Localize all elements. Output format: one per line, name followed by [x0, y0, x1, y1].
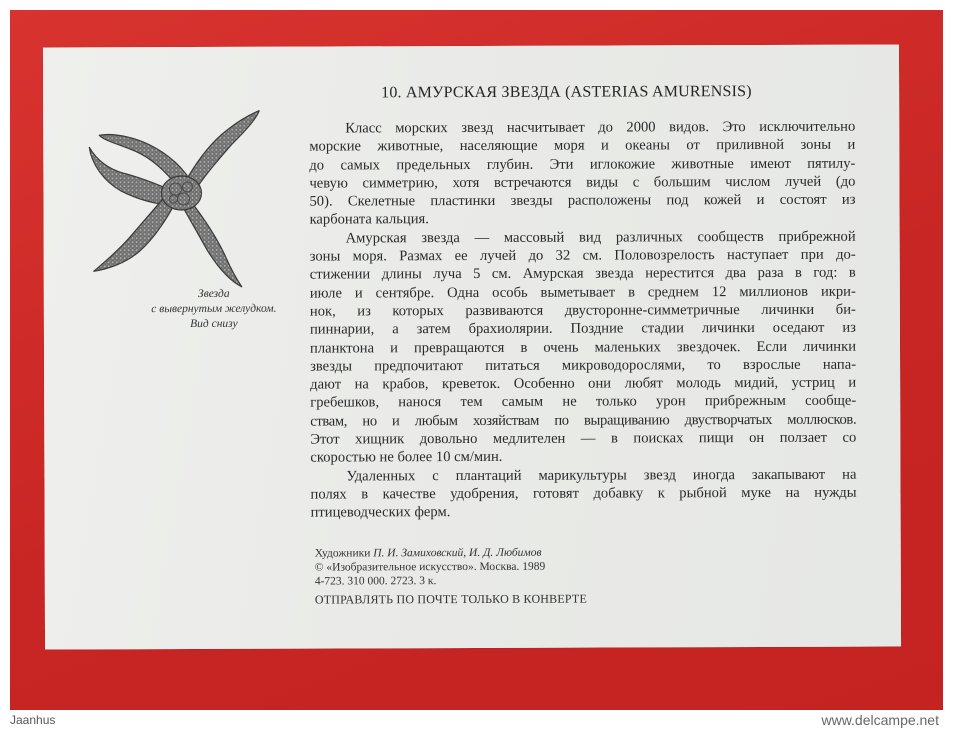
- illustration-caption: [114, 287, 314, 333]
- watermark-left: Jaanhus: [10, 713, 56, 727]
- body-line: птицеводческих ферм.: [310, 504, 451, 521]
- caption-line: Звезда: [198, 287, 230, 300]
- credits-artists: [315, 546, 546, 561]
- body-line: чевую симметрию, хотя встречаются виды с большим числом лучей (до: [309, 173, 856, 192]
- card-title: 10. АМУРСКАЯ ЗВЕЗДА (ASTERIAS AMURENSIS): [381, 83, 752, 102]
- postcard: [43, 45, 901, 650]
- body-line: дают на крабов, креветок. Особенно они любят молодь мидий, устриц и: [310, 374, 857, 393]
- body-line: нок, из которых развиваются двусторонне-симметричные личинки би-: [309, 301, 856, 320]
- body-line: планктона и превращаются в очень маленьких звездочек. Если личинки: [309, 338, 857, 357]
- body-line: Этот хищник довольно медлителен — в поисках пищи он ползает со: [310, 429, 857, 448]
- body-line: Класс морских звезд насчитывает до 2000 видов. Это исключительно: [345, 118, 856, 137]
- body-line: скоростью не более 10 см/мин.: [310, 449, 503, 466]
- mail-note: ОТПРАВЛЯТЬ ПО ПОЧТЕ ТОЛЬКО В КОНВЕРТЕ: [314, 591, 588, 607]
- caption-line: Вид снизу: [190, 317, 238, 330]
- body-line: пиннарии, а затем брахиолярии. Поздние стадии личинки оседают из: [309, 319, 856, 338]
- body-line: зоны моря. Размах ее лучей до 32 см. Половозрелость наступает при до-: [309, 246, 856, 265]
- caption-line: с вывернутым желудком.: [151, 302, 277, 316]
- body-line: Удаленных с плантаций марикультуры звезд иногда закапывают на: [346, 466, 857, 485]
- credits: [315, 546, 546, 589]
- body-line: ствам, но и любым хозяйствам по выращиванию двустворчатых моллюсков.: [310, 411, 857, 430]
- starfish-illustration: [79, 89, 280, 290]
- body-line: гребешков, нанося тем самым не только урон прибрежным сообще-: [310, 393, 857, 412]
- body-line: Амурская звезда — массовый вид различных сообществ прибрежной: [345, 228, 856, 247]
- body-line: июле и сентябре. Одна особь выметывает в среднем 12 миллионов икри-: [309, 283, 856, 302]
- body-line: до самых предельных глубин. Эти иглокожие животные имеют пятилу-: [309, 155, 856, 174]
- artists-names: П. И. Замиховский, И. Д. Любимов: [373, 546, 542, 560]
- watermark-right: www.delcampe.net: [821, 712, 939, 728]
- body-line: 50). Скелетные пластинки звезды расположены под кожей и состоят из: [309, 191, 856, 210]
- body-line: звезды предпочитают питаться микроводорослями, то взрослые напа-: [310, 356, 857, 375]
- body-line: морские животные, населяющие моря и океаны от приливной зоны и: [309, 136, 856, 155]
- credits-publisher: © «Изобразительное искусство». Москва. 1989: [314, 560, 546, 574]
- body-line: полях в качестве удобрения, готовят добавку к рыбной муке на нужды: [310, 484, 857, 503]
- credits-code: 4-723. 310 000. 2723. 3 к.: [314, 575, 437, 588]
- body-line: карбоната кальция.: [309, 211, 429, 229]
- body-text: [309, 118, 856, 522]
- body-line: стижении длины луча 5 см. Амурская звезда нерестится два раза в год: в: [309, 265, 856, 283]
- artists-label: Художники: [314, 547, 371, 560]
